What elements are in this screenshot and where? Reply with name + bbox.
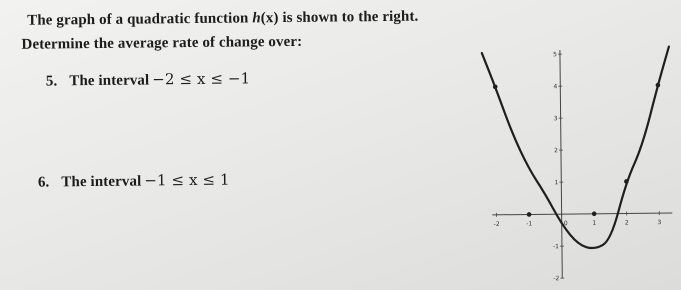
graph-points — [493, 83, 662, 217]
y-tick-label: -1 — [552, 243, 560, 251]
graph-point — [592, 211, 597, 216]
problem-label: The interval — [61, 173, 142, 191]
function-name: h — [252, 10, 261, 27]
problem-number: 5. — [45, 73, 58, 90]
problem-number: 6. — [37, 174, 50, 191]
x-tick-label: 2 — [624, 219, 629, 227]
y-axis — [560, 50, 562, 278]
y-tick-label: 1 — [554, 179, 559, 187]
parabola-graph — [468, 41, 681, 285]
y-tick-label: 5 — [553, 51, 557, 59]
problem-label: The interval — [69, 72, 150, 90]
graph-point — [527, 212, 532, 217]
x-tick-label: 3 — [657, 219, 662, 227]
graph-ticks — [492, 50, 662, 283]
interval-expression: −2 ≤ x ≤ −1 — [152, 69, 251, 89]
x-tick-label: 0 — [563, 220, 568, 228]
intro-text-end: is shown to the right. — [278, 8, 419, 27]
intro-text-start: The graph of a quadratic function — [27, 10, 253, 29]
function-argument: (x) — [260, 10, 279, 27]
x-tick-label: -1 — [526, 220, 533, 228]
x-tick-label: 1 — [592, 219, 597, 227]
y-tick-label: -2 — [553, 275, 560, 283]
intro-line-1 — [27, 9, 418, 30]
problem-6 — [38, 171, 230, 192]
x-axis — [492, 213, 672, 215]
problem-5 — [46, 69, 251, 90]
parabola-curve — [482, 47, 671, 250]
x-tick-label: -2 — [493, 220, 500, 228]
interval-expression: −1 ≤ x ≤ 1 — [144, 170, 230, 190]
y-tick-label: 4 — [553, 83, 558, 91]
intro-line-2: Determine the average rate of change over: — [21, 33, 303, 53]
y-tick-label: 2 — [554, 147, 559, 155]
y-tick-label: 3 — [553, 115, 558, 123]
